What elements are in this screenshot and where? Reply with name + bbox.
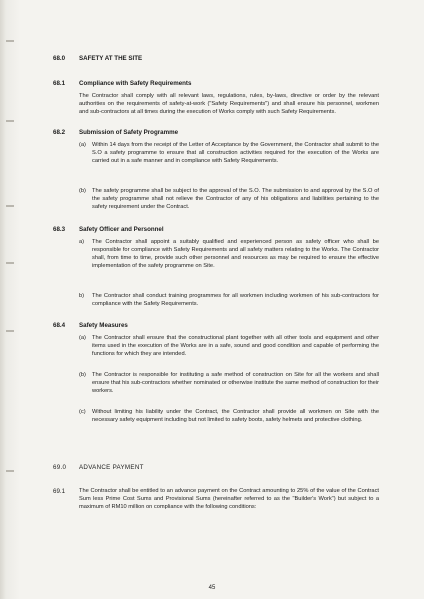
item-body: The Contractor is responsible for instituting a safe method of construction on Site for all the workers and shall ensure that his sub-contractors whether nominated or otherwise institute the same method of construction for their workers. xyxy=(92,372,379,395)
clause-number: 69.1 xyxy=(53,488,66,495)
item-body: The Contractor shall ensure that the constructional plant together with all other tools and equipment and other items used in the execution of the Works are in a safe, sound and good condition and capable of performing the functions for which they are intended. xyxy=(92,335,379,358)
section-title: SAFETY AT THE SITE xyxy=(79,55,143,62)
item-label: (b) xyxy=(79,188,86,194)
section-number: 68.0 xyxy=(53,55,66,62)
edge-mark xyxy=(6,120,14,122)
item-label: b) xyxy=(79,293,85,299)
item-body: The safety programme shall be subject to the approval of the S.O. The submission to and approval by the S.O of the safety programme shall not relieve the Contractor of any of his obligations and liabilities pertaining to the safety requirement under the Contract. xyxy=(92,188,379,211)
item-body: Within 14 days from the receipt of the Letter of Acceptance by the Government, the Contractor shall submit to the S.O a safety programme to ensure that all construction activities required for the execution of the Works are carried out in a safe manner and in compliance with Safety Requirements. xyxy=(92,142,379,165)
item-body: The Contractor shall conduct training programmes for all workmen including workmen of his sub-contractors for compliance with the Safety Requirements. xyxy=(92,293,379,308)
clause-number: 68.2 xyxy=(53,129,66,136)
item-label: (a) xyxy=(79,335,86,341)
page-number: 45 xyxy=(208,585,216,591)
edge-mark xyxy=(6,262,14,264)
scan-edge xyxy=(0,0,20,599)
clause-title: Submission of Safety Programme xyxy=(79,129,179,136)
edge-mark xyxy=(6,205,14,207)
item-label: (c) xyxy=(79,409,86,415)
item-body: Without limiting his liability under the Contract, the Contractor shall provide all workmen on Site with the necessary safety equipment including but not limited to safety boots, safety helmets and protective clothing. xyxy=(92,409,379,424)
item-label: (b) xyxy=(79,372,86,378)
item-label: (a) xyxy=(79,142,86,148)
section-title: ADVANCE PAYMENT xyxy=(79,464,144,471)
clause-title: Compliance with Safety Requirements xyxy=(79,80,192,87)
item-label: a) xyxy=(79,239,85,245)
edge-mark xyxy=(6,40,14,42)
edge-mark xyxy=(6,330,14,332)
item-body: The Contractor shall appoint a suitably qualified and experienced person as safety officer who shall be responsible for compliance with Safety Requirements and all safety matters relating to the Works. The Contractor shall, from time to time, provide such other personnel and resources as may be required to ensure the effective implementation of the safety programme on Site. xyxy=(92,239,379,270)
clause-number: 68.3 xyxy=(53,226,66,233)
clause-number: 68.4 xyxy=(53,322,66,329)
clause-title: Safety Officer and Personnel xyxy=(79,226,164,233)
section-number: 69.0 xyxy=(53,464,67,471)
clause-body: The Contractor shall comply with all relevant laws, regulations, rules, by-laws, directive or order by the relevant authorities on the requirements of safety-at-work ("Safety Requirements") and shall ensure his personnel, workmen and sub-contractors at all times during the execution of Works comply with such Safety Requirements. xyxy=(79,93,379,116)
edge-mark xyxy=(6,470,14,472)
clause-title: Safety Measures xyxy=(79,322,128,329)
clause-body: The Contractor shall be entitled to an advance payment on the Contract amounting to 25% of the value of the Contract Sum less Prime Cost Sums and Provisional Sums (hereinafter referred to as the "Builder's Work") but subject to a maximum of RM10 million on compliance with the following conditions: xyxy=(79,488,379,511)
clause-number: 68.1 xyxy=(53,80,66,87)
